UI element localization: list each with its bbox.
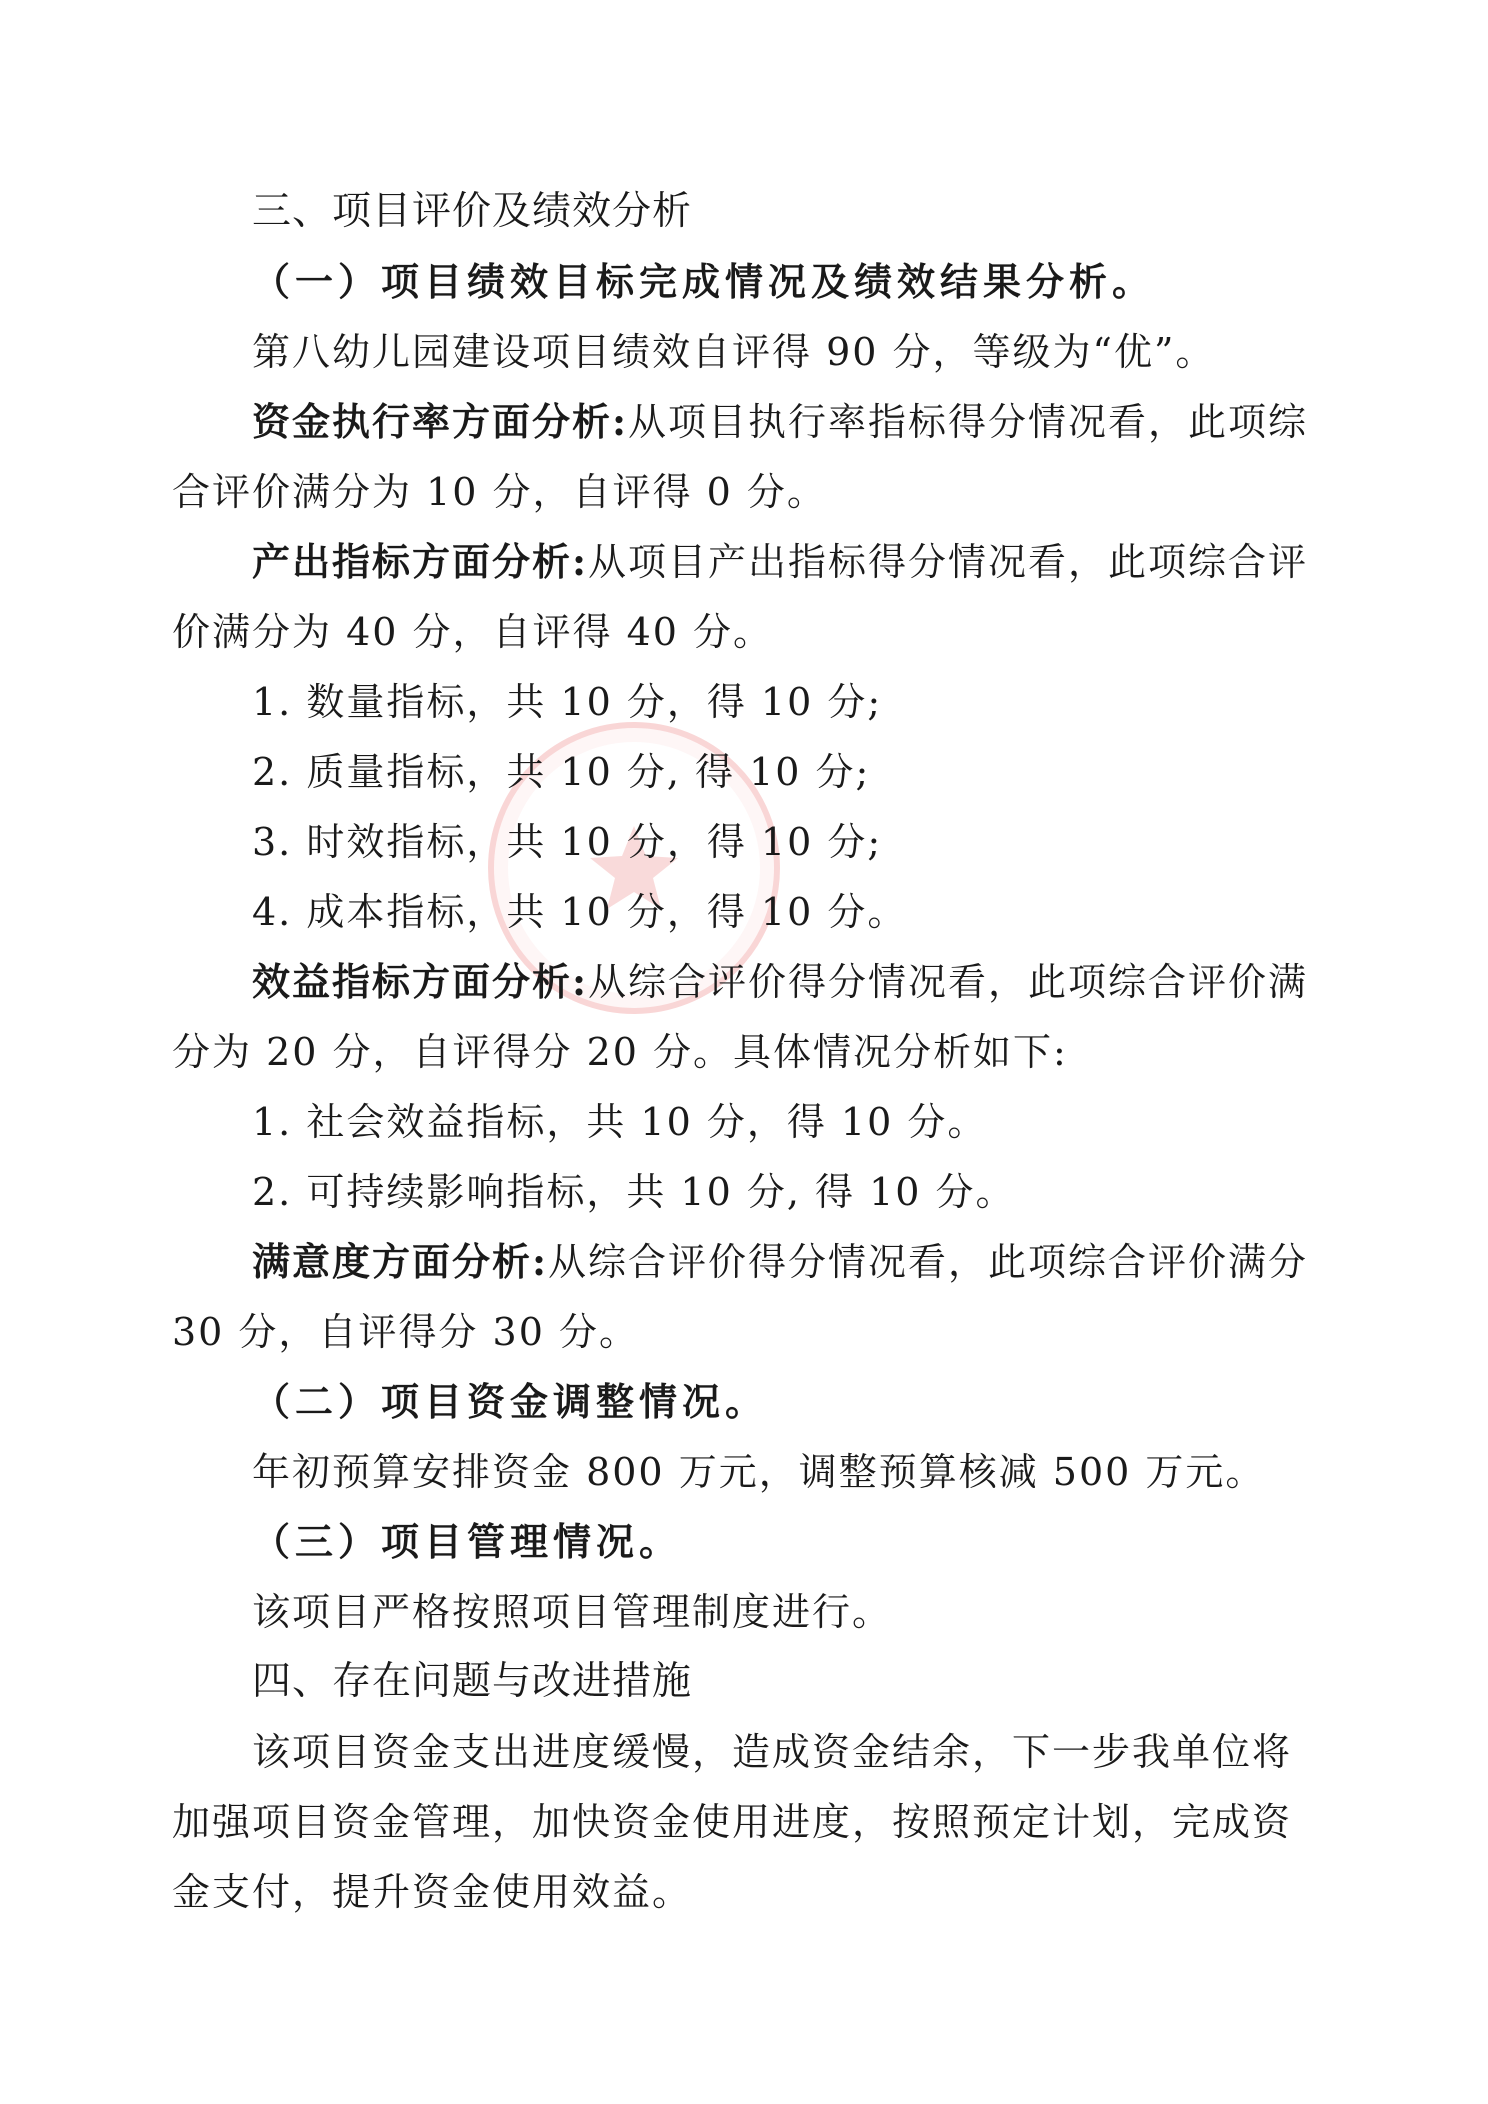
benefit-lead: 效益指标方面分析: bbox=[252, 959, 589, 1004]
funds-text: 从项目执行率指标得分情况看，此项综 bbox=[628, 400, 1309, 444]
benefit-paragraph-cont: 分为 20 分，自评得分 20 分。具体情况分析如下: bbox=[172, 1030, 1068, 1074]
subsection-3-heading: （三）项目管理情况。 bbox=[252, 1519, 683, 1564]
satisfaction-paragraph bbox=[0, 1232, 1488, 1292]
section-4-heading: 四、存在问题与改进措施 bbox=[252, 1659, 693, 1704]
output-lead: 产出指标方面分析: bbox=[252, 539, 589, 584]
funds-paragraph bbox=[0, 392, 1488, 452]
output-paragraph bbox=[0, 532, 1488, 592]
benefit-item: 1. 社会效益指标，共 10 分，得 10 分。 bbox=[252, 1100, 988, 1144]
subsection-1-heading: （一）项目绩效目标完成情况及绩效结果分析。 bbox=[252, 259, 1156, 304]
benefit-text: 从综合评价得分情况看，此项综合评价满 bbox=[588, 960, 1309, 1004]
improvement-paragraph: 该项目资金支出进度缓慢，造成资金结余，下一步我单位将 bbox=[252, 1730, 1293, 1774]
output-item: 3. 时效指标，共 10 分，得 10 分; bbox=[252, 820, 883, 864]
output-item: 2. 质量指标，共 10 分, 得 10 分; bbox=[252, 750, 871, 794]
satisfaction-paragraph-cont: 30 分，自评得分 30 分。 bbox=[172, 1310, 639, 1354]
satisfaction-lead: 满意度方面分析: bbox=[252, 1239, 549, 1284]
output-item: 1. 数量指标，共 10 分，得 10 分; bbox=[252, 680, 883, 724]
output-text: 从项目产出指标得分情况看，此项综合评 bbox=[588, 540, 1309, 584]
management-text: 该项目严格按照项目管理制度进行。 bbox=[252, 1590, 893, 1634]
benefit-paragraph bbox=[0, 952, 1488, 1012]
funds-paragraph-cont: 合评价满分为 10 分，自评得 0 分。 bbox=[172, 470, 827, 514]
section-3-heading: 三、项目评价及绩效分析 bbox=[252, 189, 693, 234]
funds-lead: 资金执行率方面分析: bbox=[252, 399, 629, 444]
output-paragraph-cont: 价满分为 40 分，自评得 40 分。 bbox=[172, 610, 774, 654]
output-item: 4. 成本指标，共 10 分，得 10 分。 bbox=[252, 890, 908, 934]
improvement-paragraph-cont: 加强项目资金管理，加快资金使用进度，按照预定计划，完成资 bbox=[172, 1800, 1293, 1844]
score-summary: 第八幼儿园建设项目绩效自评得 90 分，等级为“优”。 bbox=[252, 330, 1216, 374]
budget-adjustment: 年初预算安排资金 800 万元，调整预算核减 500 万元。 bbox=[252, 1450, 1266, 1494]
satisfaction-text: 从综合评价得分情况看，此项综合评价满分 bbox=[548, 1240, 1309, 1284]
improvement-paragraph-cont: 金支付，提升资金使用效益。 bbox=[172, 1870, 693, 1914]
benefit-item: 2. 可持续影响指标，共 10 分, 得 10 分。 bbox=[252, 1170, 1016, 1214]
subsection-2-heading: （二）项目资金调整情况。 bbox=[252, 1379, 769, 1424]
